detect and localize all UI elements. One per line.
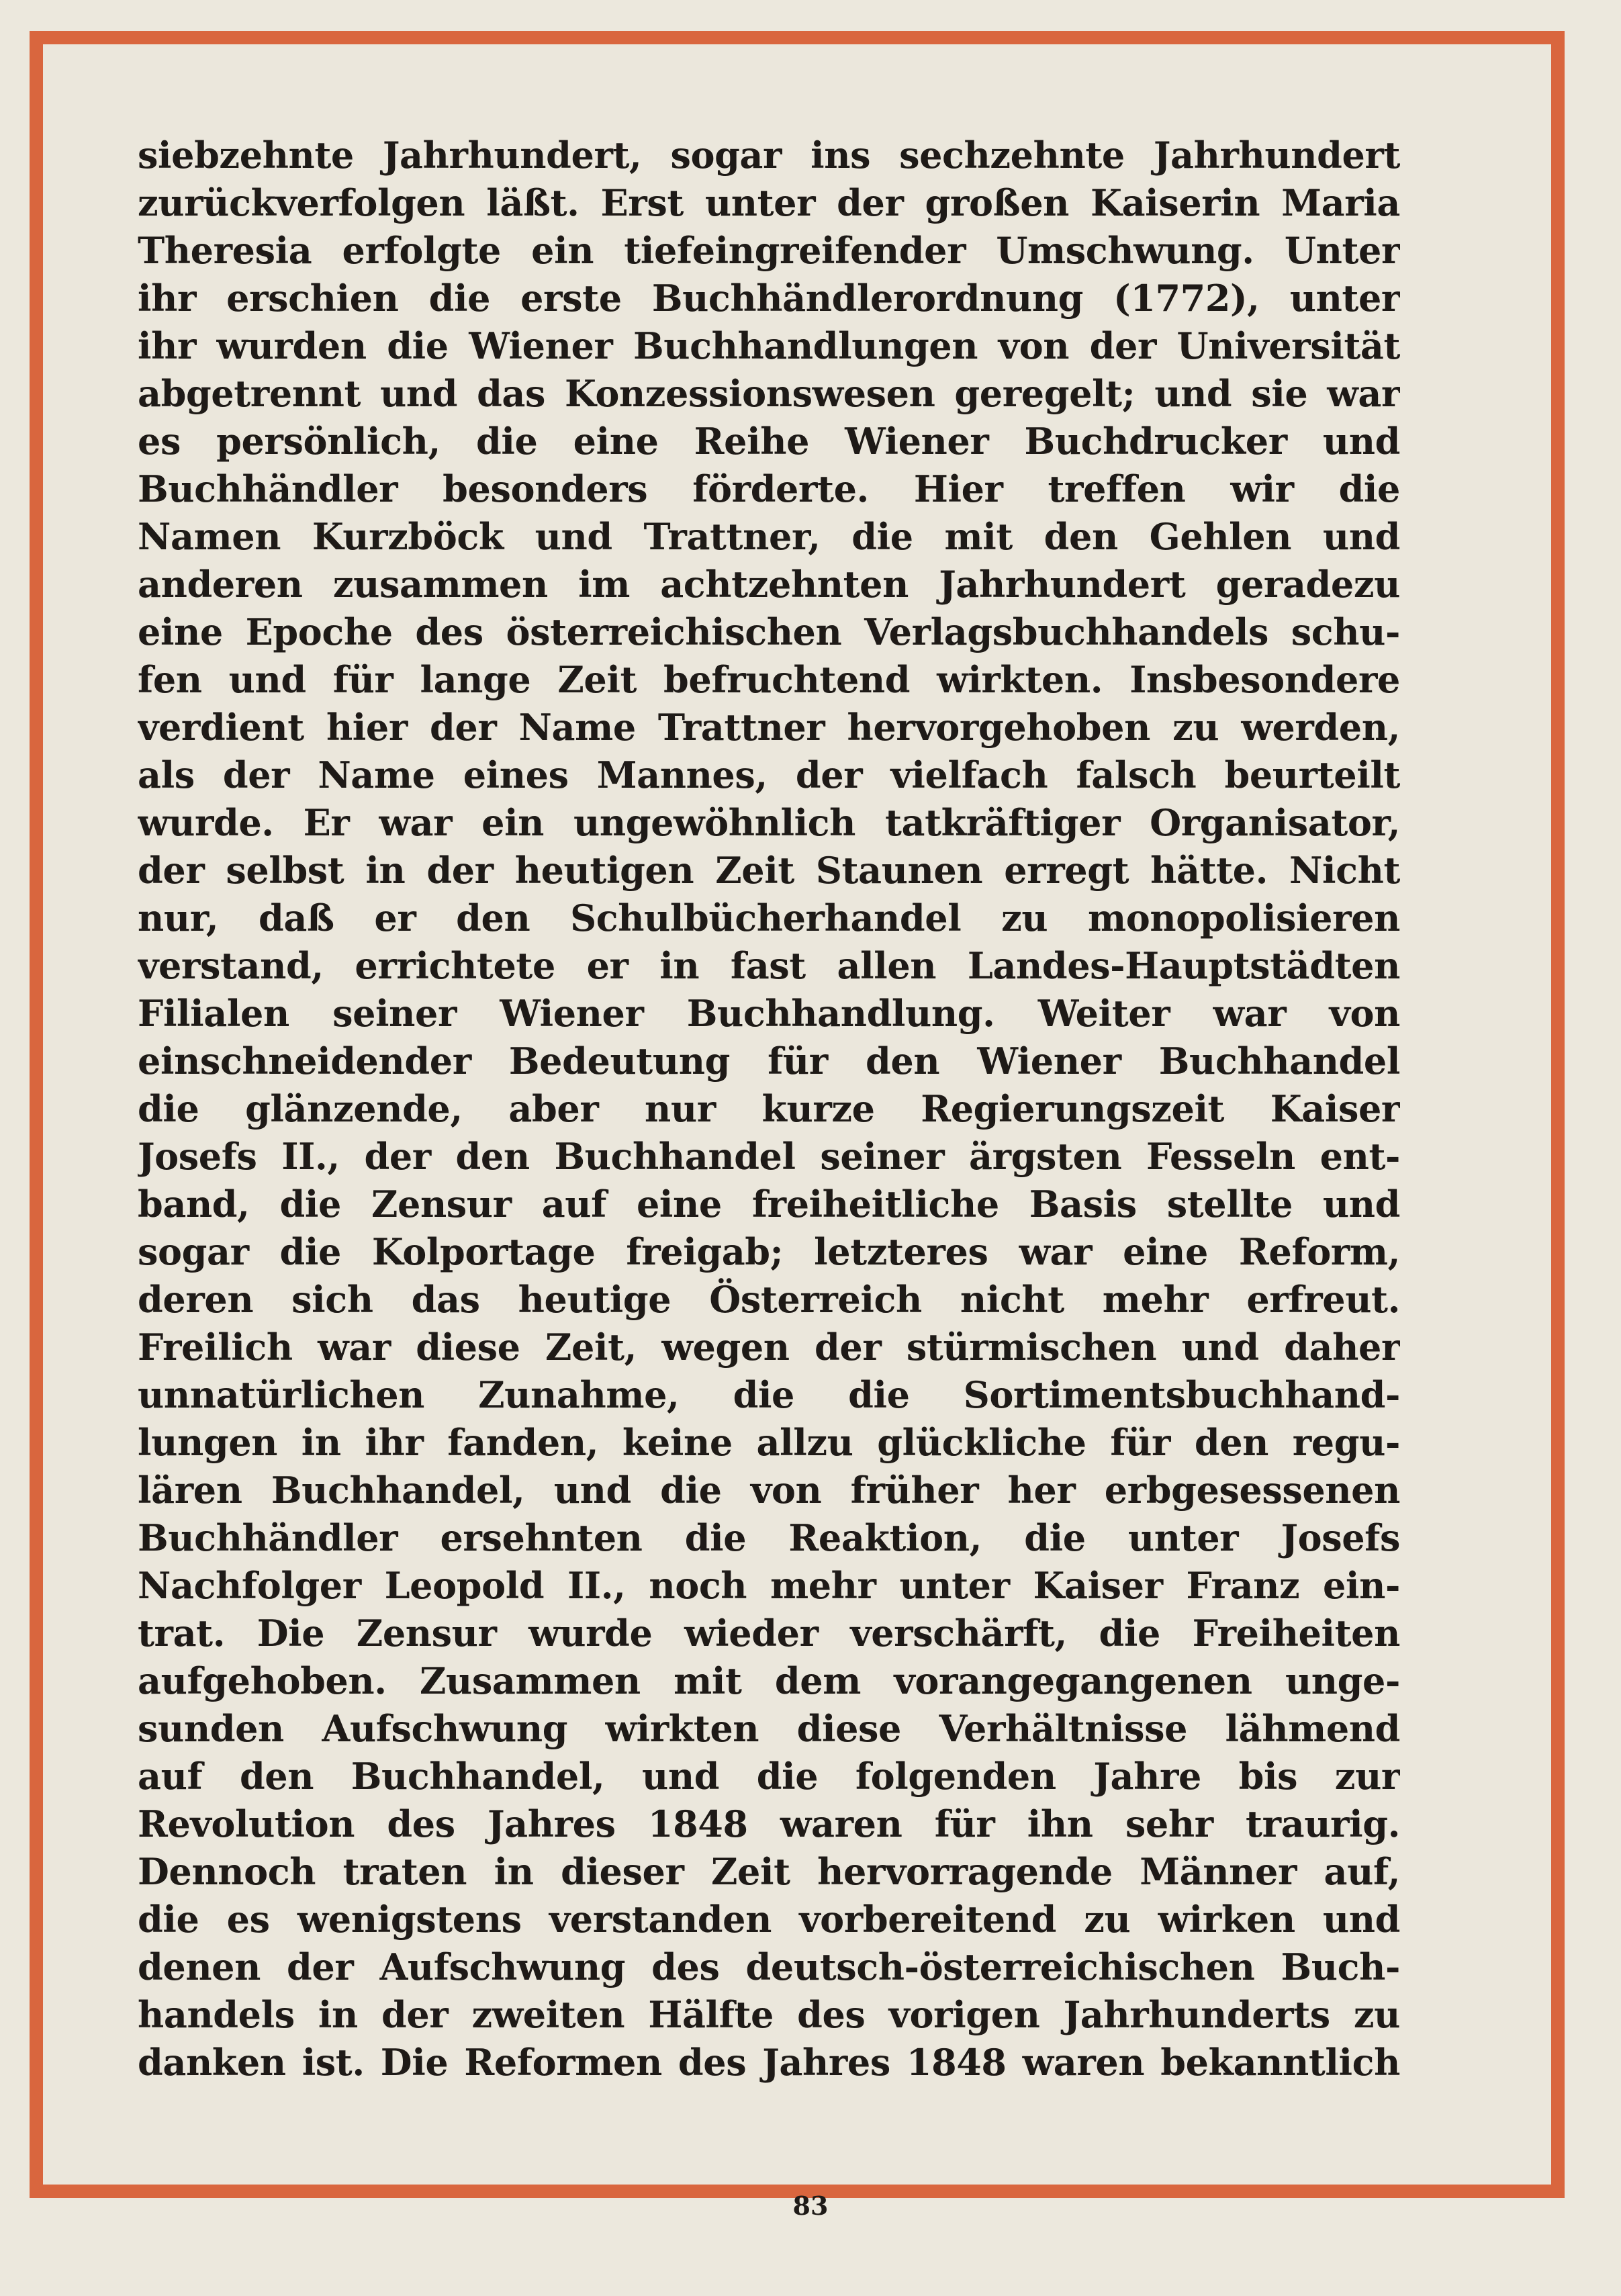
text-line: trat. Die Zensur wurde wieder verschärft, die Freiheiten: [138, 1612, 1400, 1655]
text-line: ihr erschien die erste Buchhändlerordnung (1772), unter: [138, 277, 1400, 320]
text-line: Filialen seiner Wiener Buchhandlung. Weiter war von: [138, 992, 1400, 1035]
text-line: wurde. Er war ein ungewöhnlich tatkräftiger Organisator,: [138, 801, 1400, 844]
text-line: handels in der zweiten Hälfte des vorigen Jahrhunderts zu: [138, 1993, 1400, 2036]
text-line: nur, daß er den Schulbücherhandel zu monopolisieren: [138, 897, 1400, 939]
text-line: Theresia erfolgte ein tiefeingreifender Umschwung. Unter: [138, 229, 1400, 272]
text-line: band, die Zensur auf eine freiheitliche Basis stellte und: [138, 1183, 1400, 1226]
text-line: siebzehnte Jahrhundert, sogar ins sechzehnte Jahrhundert: [138, 134, 1400, 177]
text-line: verstand, errichtete er in fast allen Landes-Hauptstädten: [138, 944, 1400, 987]
text-line: abgetrennt und das Konzessionswesen geregelt; und sie war: [138, 372, 1400, 415]
text-line: verdient hier der Name Trattner hervorgehoben zu werden,: [138, 706, 1400, 749]
text-line: es persönlich, die eine Reihe Wiener Buchdrucker und: [138, 420, 1400, 463]
text-line: Buchhändler besonders förderte. Hier treffen wir die: [138, 467, 1400, 510]
text-line: eine Epoche des österreichischen Verlagsbuchhandels schu-: [138, 610, 1400, 653]
text-line: Namen Kurzböck und Trattner, die mit den Gehlen und: [138, 515, 1400, 558]
text-line: unnatürlichen Zunahme, die die Sortimentsbuchhand-: [138, 1373, 1400, 1416]
text-line: auf den Buchhandel, und die folgenden Jahre bis zur: [138, 1755, 1400, 1798]
text-line: denen der Aufschwung des deutsch-österreichischen Buch-: [138, 1945, 1400, 1988]
text-line: Josefs II., der den Buchhandel seiner ärgsten Fesseln ent-: [138, 1135, 1400, 1178]
text-line: Nachfolger Leopold II., noch mehr unter Kaiser Franz ein-: [138, 1564, 1400, 1607]
text-line: Buchhändler ersehnten die Reaktion, die unter Josefs: [138, 1516, 1400, 1559]
text-line: als der Name eines Mannes, der vielfach falsch beurteilt: [138, 753, 1400, 796]
text-line: zurückverfolgen läßt. Erst unter der großen Kaiserin Maria: [138, 181, 1400, 224]
text-line: der selbst in der heutigen Zeit Staunen erregt hätte. Nicht: [138, 849, 1400, 892]
text-line: danken ist. Die Reformen des Jahres 1848 waren bekanntlich: [138, 2041, 1400, 2084]
text-line: lären Buchhandel, und die von früher her erbgesessenen: [138, 1469, 1400, 1512]
text-line: deren sich das heutige Österreich nicht mehr erfreut.: [138, 1278, 1400, 1321]
text-line: Dennoch traten in dieser Zeit hervorragende Männer auf,: [138, 1850, 1400, 1893]
text-line: lungen in ihr fanden, keine allzu glückliche für den regu-: [138, 1421, 1400, 1464]
text-line: Freilich war diese Zeit, wegen der stürmischen und daher: [138, 1326, 1400, 1369]
text-line: Revolution des Jahres 1848 waren für ihn sehr traurig.: [138, 1802, 1400, 1845]
body-text: [138, 132, 1400, 2086]
page-number: 83: [792, 2191, 829, 2221]
text-line: sunden Aufschwung wirkten diese Verhältnisse lähmend: [138, 1707, 1400, 1750]
text-line: sogar die Kolportage freigab; letzteres war eine Reform,: [138, 1230, 1400, 1273]
text-line: einschneidender Bedeutung für den Wiener Buchhandel: [138, 1040, 1400, 1083]
text-line: die es wenigstens verstanden vorbereitend zu wirken und: [138, 1898, 1400, 1941]
text-line: aufgehoben. Zusammen mit dem vorangegangenen unge-: [138, 1659, 1400, 1702]
text-line: die glänzende, aber nur kurze Regierungszeit Kaiser: [138, 1087, 1400, 1130]
text-line: anderen zusammen im achtzehnten Jahrhundert geradezu: [138, 563, 1400, 606]
text-line: ihr wurden die Wiener Buchhandlungen von der Universität: [138, 324, 1400, 367]
text-line: fen und für lange Zeit befruchtend wirkten. Insbesondere: [138, 658, 1400, 701]
